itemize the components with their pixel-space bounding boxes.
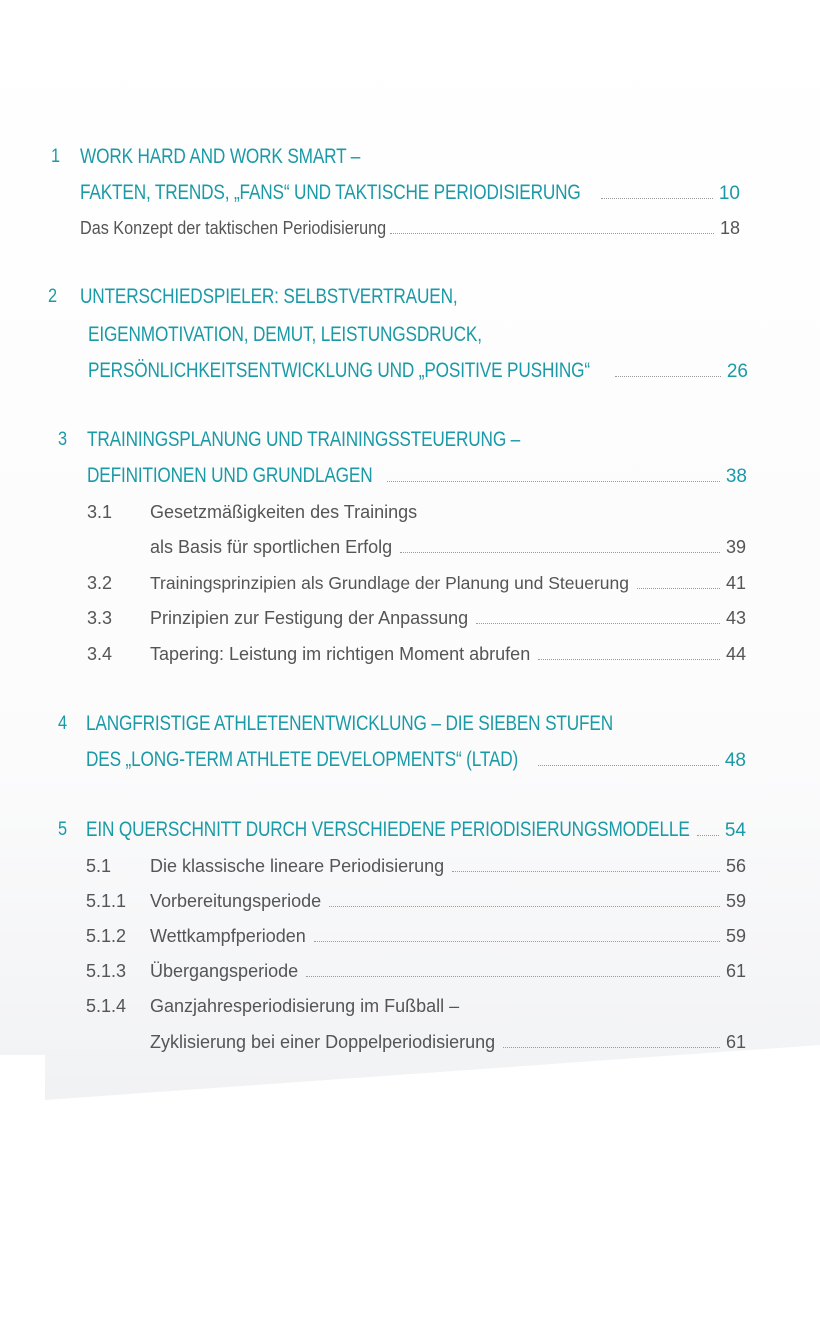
section-5-1-1-number: 5.1.1 (86, 891, 127, 911)
chapter-5-page: 54 (724, 820, 746, 841)
chapter-2-page: 26 (726, 361, 748, 382)
leader-dots (400, 552, 720, 553)
chapter-4-page: 48 (724, 750, 746, 771)
chapter-5-title[interactable]: EIN QUERSCHNITT DURCH VERSCHIEDENE PERIODISIERUNGSMODELLE (86, 818, 690, 841)
section-5-1-3-page: 61 (725, 961, 746, 981)
section-5-1-1-title[interactable]: Vorbereitungsperiode (150, 891, 322, 911)
section-5-1-1-page: 59 (725, 891, 746, 911)
section-5-1-4-title-line-2[interactable]: Zyklisierung bei einer Doppelperiodisierung (150, 1032, 496, 1052)
chapter-1-title-line-1[interactable]: WORK HARD AND WORK SMART – (80, 145, 361, 168)
chapter-1-page: 10 (718, 183, 740, 204)
section-5-1-page: 56 (725, 856, 746, 876)
section-3-4-title[interactable]: Tapering: Leistung im richtigen Moment abrufen (150, 644, 531, 664)
leader-dots (601, 198, 713, 199)
leader-dots (390, 233, 714, 234)
section-5-1-2-title[interactable]: Wettkampfperioden (150, 926, 306, 946)
section-3-2-title[interactable]: Trainingsprinzipien als Grundlage der Planung und Steuerung (150, 573, 629, 593)
section-3-1-page: 39 (725, 537, 746, 557)
leader-dots (314, 941, 720, 942)
section-taktische-periodisierung-title[interactable]: Das Konzept der taktischen Periodisierung (80, 218, 387, 238)
section-3-3-page: 43 (725, 608, 746, 628)
section-3-4-number: 3.4 (87, 644, 113, 664)
chapter-2-title-line-2[interactable]: EIGENMOTIVATION, DEMUT, LEISTUNGSDRUCK, (88, 323, 482, 346)
leader-dots (452, 871, 720, 872)
section-taktische-periodisierung-page: 18 (719, 218, 740, 238)
leader-dots (476, 623, 720, 624)
section-5-1-number: 5.1 (86, 856, 112, 876)
chapter-4-title-line-2[interactable]: DES „LONG-TERM ATHLETE DEVELOPMENTS“ (LTAD) (86, 748, 519, 771)
chapter-2-title-line-1[interactable]: UNTERSCHIEDSPIELER: SELBSTVERTRAUEN, (80, 285, 458, 308)
section-3-1-title-line-1[interactable]: Gesetzmäßigkeiten des Trainings (150, 502, 418, 522)
chapter-2-number: 2 (48, 286, 58, 307)
section-3-1-title-line-2[interactable]: als Basis für sportlichen Erfolg (150, 537, 393, 557)
section-3-2-page: 41 (725, 573, 746, 593)
section-5-1-3-title[interactable]: Übergangsperiode (150, 961, 299, 981)
chapter-2-title-line-3[interactable]: PERSÖNLICHKEITSENTWICKLUNG UND „POSITIVE PUSHING“ (88, 359, 590, 382)
leader-dots (329, 906, 720, 907)
section-3-3-title[interactable]: Prinzipien zur Festigung der Anpassung (150, 608, 469, 628)
leader-dots (538, 765, 719, 766)
section-3-3-number: 3.3 (87, 608, 113, 628)
leader-dots (387, 481, 720, 482)
leader-dots (503, 1047, 720, 1048)
chapter-3-title-line-1[interactable]: TRAININGSPLANUNG UND TRAININGSSTEUERUNG – (87, 428, 521, 451)
section-5-1-4-number: 5.1.4 (86, 996, 127, 1016)
chapter-5-number: 5 (58, 819, 68, 840)
chapter-1-number: 1 (51, 146, 61, 167)
leader-dots (697, 835, 719, 836)
leader-dots (306, 976, 720, 977)
section-5-1-3-number: 5.1.3 (86, 961, 127, 981)
chapter-3-page: 38 (725, 466, 747, 487)
leader-dots (637, 588, 720, 589)
section-5-1-2-page: 59 (725, 926, 746, 946)
leader-dots (615, 376, 721, 377)
section-3-1-number: 3.1 (87, 502, 113, 522)
section-5-1-4-page: 61 (725, 1032, 746, 1052)
chapter-4-number: 4 (58, 713, 68, 734)
section-5-1-4-title-line-1[interactable]: Ganzjahresperiodisierung im Fußball – (150, 996, 460, 1016)
section-5-1-title[interactable]: Die klassische lineare Periodisierung (150, 856, 445, 876)
section-3-2-number: 3.2 (87, 573, 113, 593)
chapter-3-number: 3 (58, 429, 68, 450)
chapter-3-title-line-2[interactable]: DEFINITIONEN UND GRUNDLAGEN (87, 464, 373, 487)
chapter-4-title-line-1[interactable]: LANGFRISTIGE ATHLETENENTWICKLUNG – DIE SIEBEN STUFEN (86, 712, 613, 735)
chapter-1-title-line-2[interactable]: FAKTEN, TRENDS, „FANS“ UND TAKTISCHE PERIODISIERUNG (80, 181, 581, 204)
section-5-1-2-number: 5.1.2 (86, 926, 127, 946)
leader-dots (538, 659, 720, 660)
section-3-4-page: 44 (725, 644, 746, 664)
